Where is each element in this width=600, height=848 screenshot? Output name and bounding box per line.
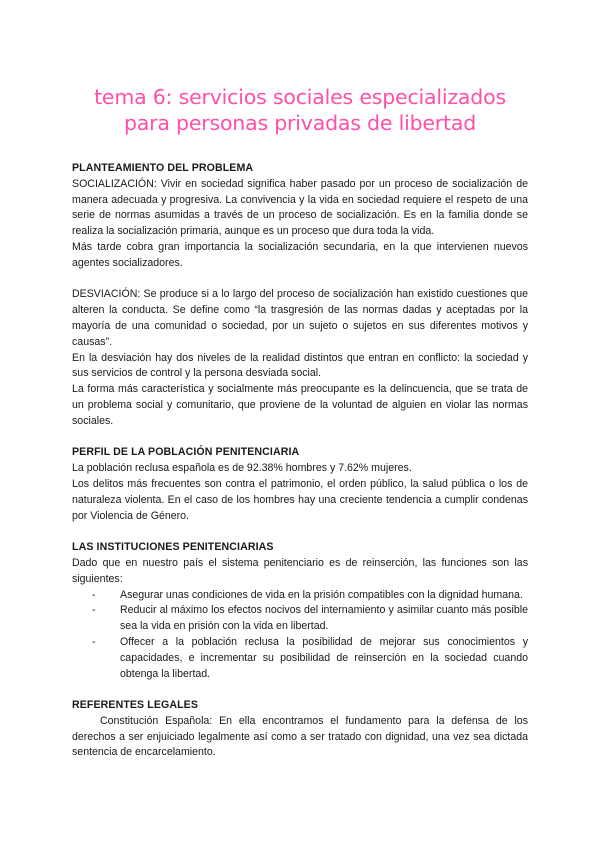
- list-item: - Asegurar unas condiciones de vida en la prisión compatibles con la dignidad humana.: [92, 588, 523, 601]
- list-item: - Offecer a la población reclusa la posibilidad de mejorar sus conocimientos y capacidades, e incrementar su posibilidad de reinserción en la sociedad cuando obtenga la libertad.: [92, 635, 528, 680]
- paragraph: Los delitos más frecuentes son contra el patrimonio, el orden público, la salud pública o los de naturaleza violenta. En el caso de los hombres hay una creciente tendencia a cumplir condenas por Violencia de Género.: [72, 477, 528, 522]
- section-heading: PERFIL DE LA POBLACIÓN PENITENCIARIA: [72, 446, 300, 459]
- section-heading: PLANTEAMIENTO DEL PROBLEMA: [72, 162, 254, 174]
- section-heading: REFERENTES LEGALES: [72, 699, 198, 712]
- paragraph: Constitución Española: En ella encontramos el fundamento para la defensa de los derechos a ser enjuiciado legalmente así como a ser tratado con dignidad, una vez sea dictada sentencia de encarcelamiento.: [72, 714, 528, 759]
- paragraph: En la desviación hay dos niveles de la realidad distintos que entran en conflicto: la sociedad y sus servicios de control y la persona desviada social.: [72, 351, 528, 380]
- paragraph: La forma más característica y socialmente más preocupante es la delincuencia, que se trata de un problema social y comunitario, que proviene de la voluntad de alguien en violar las normas sociales.: [72, 383, 528, 427]
- functions-list: [72, 588, 528, 683]
- section-planteamiento: [72, 161, 528, 430]
- paragraph: DESVIACIÓN: Se produce si a lo largo del proceso de socialización han existido cuestiones que alteren la conducta. Se define como “la trasgresión de las normas dadas y aceptadas por la mayoría de una comunidad o sociedad, por un sujeto o sujetos en sus diferentes motivos y causas”.: [72, 288, 528, 348]
- document-body: [72, 161, 528, 761]
- title-line-2: para personas privadas de libertad: [123, 111, 477, 135]
- section-heading: LAS INSTITUCIONES PENITENCIARIAS: [72, 541, 274, 554]
- list-item: - Reducir al máximo los efectos nocivos del internamiento y asimilar cuanto más posible sea la vida en prisión con la vida en libertad.: [92, 604, 528, 633]
- paragraph: SOCIALIZACIÓN: Vivir en sociedad significa haber pasado por un proceso de socialización de manera adecuada y progresiva. La convivencia y la vida en sociedad requiere el respeto de una serie de normas asumidas a través de un proceso de socialización. Es en la familia donde se realiza la socialización primaria, aunque es un proceso que dura toda la vida.: [72, 177, 528, 238]
- section-perfil: [72, 445, 528, 524]
- document-title: [62, 84, 538, 136]
- paragraph: Más tarde cobra gran importancia la socialización secundaria, en la que intervienen nuevos agentes socializadores.: [72, 240, 528, 269]
- title-line-1: tema 6: servicios sociales especializados: [94, 85, 506, 109]
- paragraph: La población reclusa española es de 92.38% hombres y 7.62% mujeres.: [72, 462, 412, 475]
- paragraph: Dado que en nuestro país el sistema penitenciario es de reinserción, las funciones son las siguientes:: [72, 556, 528, 585]
- section-instituciones: [72, 540, 528, 682]
- section-referentes: [72, 698, 528, 761]
